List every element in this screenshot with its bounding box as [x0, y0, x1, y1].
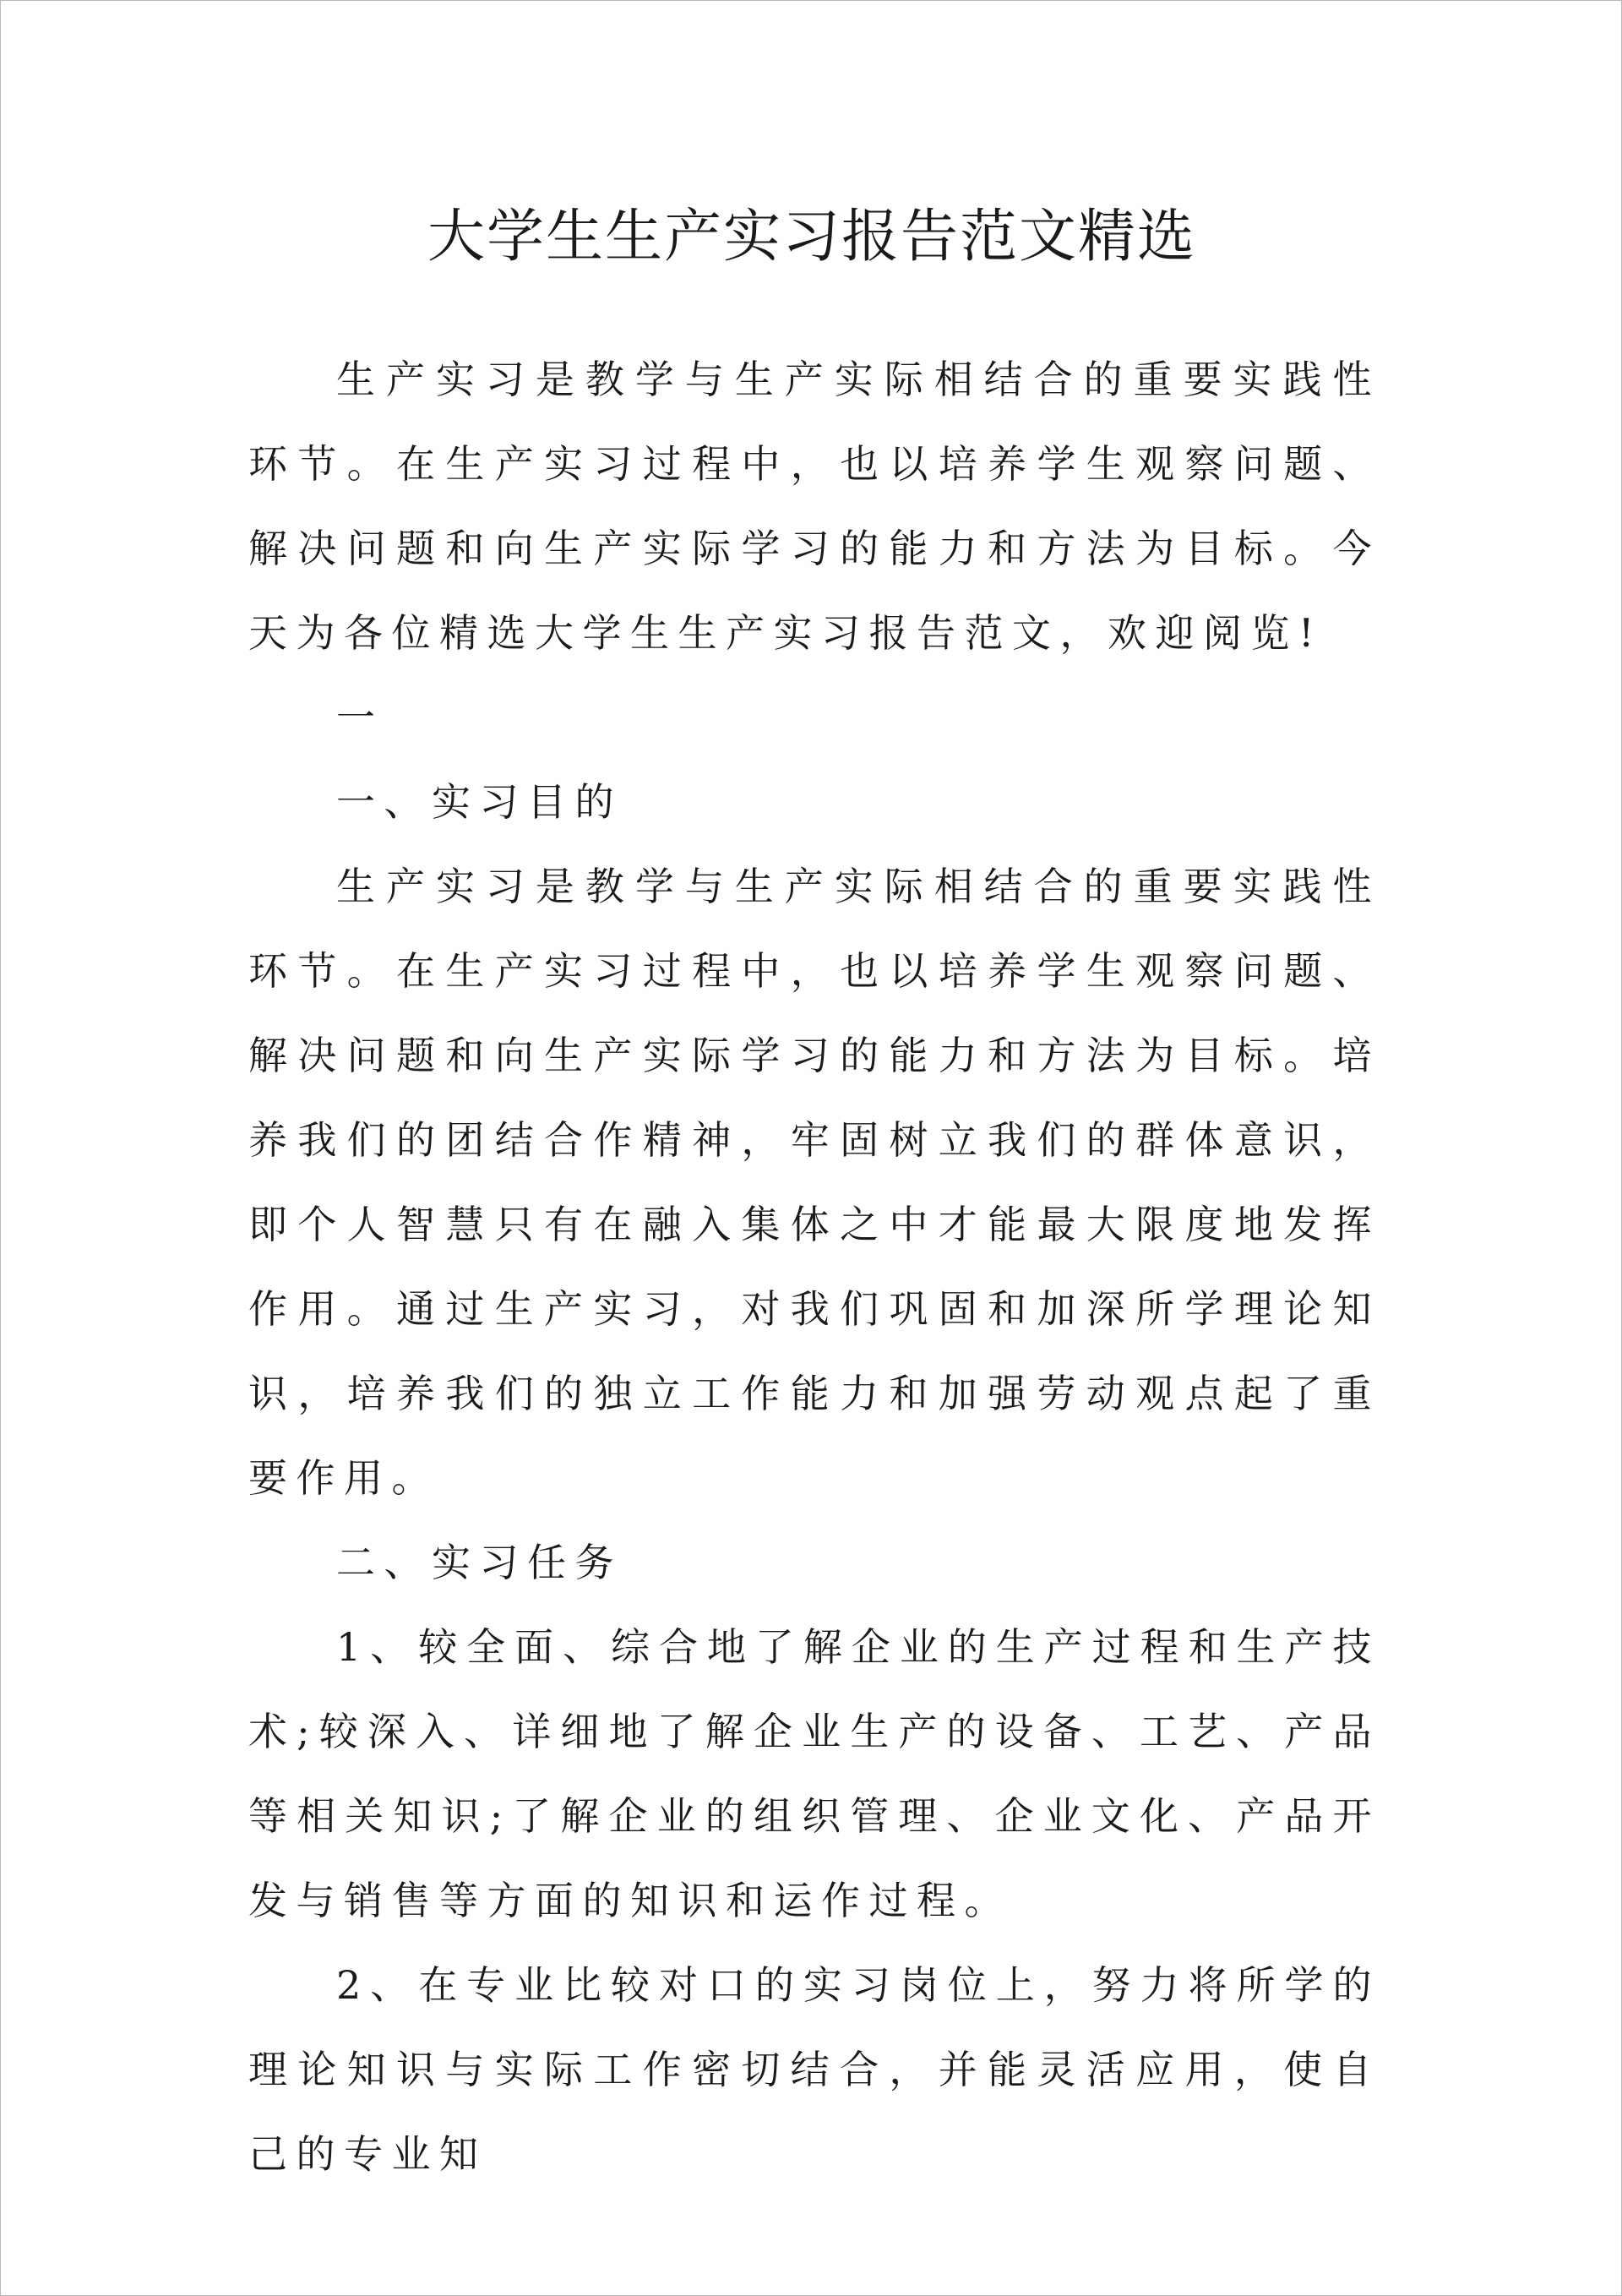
document-title: 大学生生产实习报告范文精选 [427, 204, 1196, 270]
document-body [248, 337, 1380, 2196]
intro-paragraph: 生产实习是教学与生产实际相结合的重要实践性环节。在生产实习过程中，也以培养学生观察问题、解决问题和向生产实际学习的能力和方法为目标。今天为各位精选大学生生产实习报告范文，欢迎阅览! [248, 357, 1380, 656]
section-heading-purpose: 一、实习目的 [336, 779, 623, 825]
section-number: 一 [336, 695, 384, 740]
task-item-1: 1、较全面、综合地了解企业的生产过程和生产技术;较深入、详细地了解企业生产的设备、工艺、产品等相关知识;了解企业的组织管理、企业文化、产品开发与销售等方面的知识和运作过程。 [248, 1624, 1380, 1923]
task-item-2: 2、在专业比较对口的实习岗位上，努力将所学的理论知识与实际工作密切结合，并能灵活应用，使自己的专业知 [248, 1962, 1380, 2177]
purpose-paragraph: 生产实习是教学与生产实际相结合的重要实践性环节。在生产实习过程中，也以培养学生观察问题、解决问题和向生产实际学习的能力和方法为目标。培养我们的团结合作精神，牢固树立我们的群体意识，即个人智慧只有在融入集体之中才能最大限度地发挥作用。通过生产实习，对我们巩固和加深所学理论知识，培养我们的独立工作能力和加强劳动观点起了重要作用。 [248, 864, 1380, 1501]
section-heading-tasks: 二、实习任务 [336, 1540, 623, 1585]
